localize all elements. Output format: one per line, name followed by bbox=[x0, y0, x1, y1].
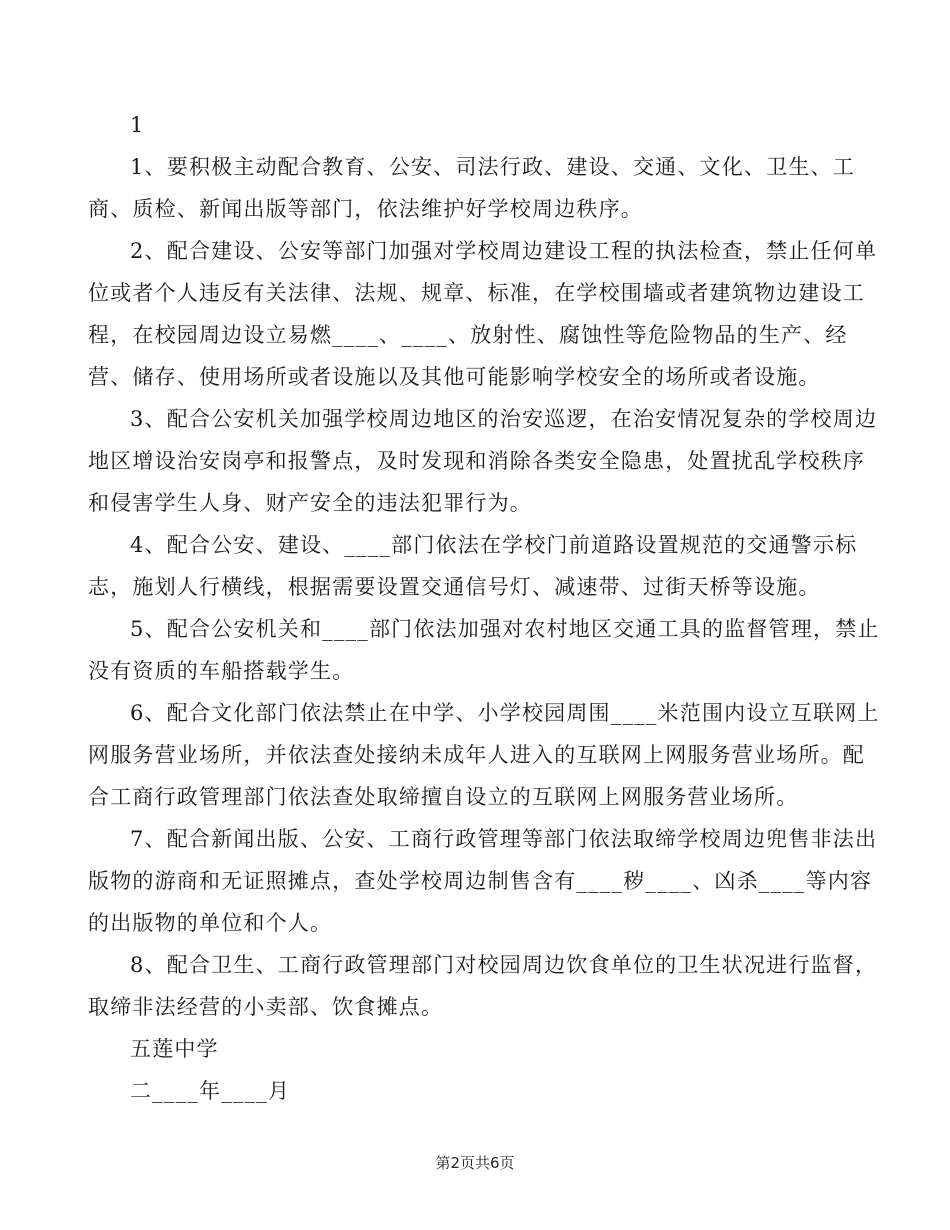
paragraph-line: 位或者个人违反有关法律、法规、规章、标准，在学校围墙或者建筑物边建设工 bbox=[88, 281, 865, 305]
paragraph-line: 4、配合公安、建设、____部门依法在学校门前道路设置规范的交通警示标 bbox=[130, 533, 858, 557]
paragraph-line: 3、配合公安机关加强学校周边地区的治安巡逻，在治安情况复杂的学校周边 bbox=[130, 407, 878, 431]
paragraph-line: 7、配合新闻出版、公安、工商行政管理等部门依法取缔学校周边兜售非法出 bbox=[130, 827, 878, 851]
paragraph-5 bbox=[88, 608, 880, 692]
paragraph-line: 6、配合文化部门依法禁止在中学、小学校园周围____米范围内设立互联网上 bbox=[130, 701, 880, 725]
paragraph-4 bbox=[88, 524, 863, 608]
paragraph-line: 商、质检、新闻出版等部门，依法维护好学校周边秩序。 bbox=[88, 197, 643, 221]
paragraph-line: 程，在校园周边设立易燃____、____、放射性、腐蚀性等危险物品的生产、经 bbox=[88, 323, 848, 347]
paragraph-line: 5、配合公安机关和____部门依法加强对农村地区交通工具的监督管理，禁止 bbox=[130, 617, 880, 641]
paragraph-line: 2、配合建设、公安等部门加强对学校周边建设工程的执法检查，禁止任何单 bbox=[130, 239, 878, 263]
paragraph-7 bbox=[88, 818, 878, 944]
signature-school-name: 五莲中学 bbox=[130, 1037, 219, 1061]
paragraph-line: 1、要积极主动配合教育、公安、司法行政、建设、交通、文化、卫生、工 bbox=[130, 155, 855, 179]
paragraph-6 bbox=[88, 692, 880, 818]
heading-number: 1 bbox=[130, 113, 145, 137]
paragraph-1 bbox=[88, 146, 863, 230]
paragraph-3 bbox=[88, 398, 878, 524]
paragraph-8 bbox=[88, 944, 878, 1028]
paragraph-line: 志，施划人行横线，根据需要设置交通信号灯、减速带、过街天桥等设施。 bbox=[88, 575, 821, 599]
paragraph-line: 网服务营业场所，并依法查处接纳未成年人进入的互联网上网服务营业场所。配 bbox=[88, 743, 865, 767]
page-number-footer: 第2页共6页 bbox=[435, 1154, 515, 1172]
paragraph-line: 取缔非法经营的小卖部、饮食摊点。 bbox=[88, 995, 444, 1019]
document-body bbox=[88, 104, 880, 1112]
paragraph-line: 和侵害学生人身、财产安全的违法犯罪行为。 bbox=[88, 491, 532, 515]
paragraph-line: 地区增设治安岗亭和报警点，及时发现和消除各类安全隐患，处置扰乱学校秩序 bbox=[88, 449, 865, 473]
signature-date: 二____年____月 bbox=[130, 1079, 291, 1103]
paragraph-line: 合工商行政管理部门依法查处取缔擅自设立的互联网上网服务营业场所。 bbox=[88, 785, 799, 809]
paragraph-line: 版物的游商和无证照摊点，查处学校周边制售含有____秽____、凶杀____等内容 bbox=[88, 869, 873, 893]
paragraph-line: 营、储存、使用场所或者设施以及其他可能影响学校安全的场所或者设施。 bbox=[88, 365, 821, 389]
paragraph-line: 没有资质的车船搭载学生。 bbox=[88, 659, 355, 683]
paragraph-line: 8、配合卫生、工商行政管理部门对校园周边饮食单位的卫生状况进行监督， bbox=[130, 953, 878, 977]
paragraph-2 bbox=[88, 230, 878, 398]
paragraph-line: 的出版物的单位和个人。 bbox=[88, 911, 333, 935]
